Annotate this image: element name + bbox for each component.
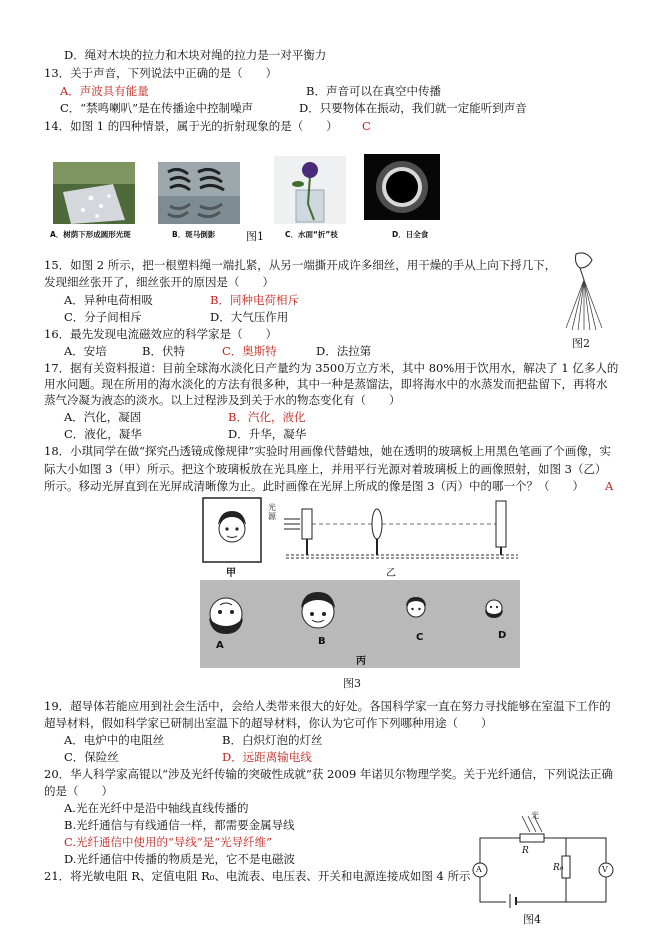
q12-option-d: D．绳对木块的拉力和木块对绳的拉力是一对平衡力 [64,48,327,62]
q17-line-2: 用水问题。现在所用的海水淡化的方法有很多种，其中一种是蒸馏法，即将海水中的水蒸发而把盐留下，再将水 [44,377,608,391]
q15-option-d: D．大气压作用 [210,310,289,324]
q17-option-d: D．升华，凝华 [228,427,307,441]
q20-option-c: C.光纤通信中使用的“导线”是“光导纤维” [64,835,273,849]
q17-option-b: B．汽化，液化 [228,410,306,424]
q18-line-1: 18．小琪同学在做“探究凸透镜成像规律”实验时用画像代替蜡烛，她在透明的玻璃板上用黑色笔画了个画像，实 [44,444,611,458]
q18-line-2: 际大小如图 3（甲）所示。把这个玻璃板放在光具座上，并用平行光源对着玻璃板上的画像照射，如图 3（乙） [44,462,607,476]
figure3-jia-image [202,497,262,563]
figure3-light-source-label: 光源 [268,503,276,521]
q20-option-d: D.光纤通信中传播的物质是光，它不是电磁波 [64,852,295,866]
figure3-jia-label: 甲 [226,568,236,579]
q13-option-d: D．只要物体在振动，我们就一定能听到声音 [299,101,527,115]
figure3-label: 图3 [343,677,361,690]
q16-option-b: B．伏特 [142,344,185,358]
q16-option-d: D．法拉第 [316,344,372,358]
figure3-yi-label: 乙 [386,568,396,579]
q15-option-b: B．同种电荷相斥 [210,293,299,307]
figure1-caption-b: B．斑马倒影 [172,230,216,239]
figure4-r-label: R [522,846,529,856]
figure4-voltmeter-label: V [602,865,608,874]
figure1-caption-d: D．日全食 [392,230,429,239]
q20-line-1: 20．华人科学家高锟以“涉及光纤传输的突破性成就”获 2009 年诺贝尔物理学奖。关于光纤通信，下列说法正确 [44,767,613,781]
q13-option-b: B．声音可以在真空中传播 [306,84,441,98]
q15-line-2: 发现细丝张开了，细丝张开的原因是（ ） [44,275,274,289]
q17-option-a: A．汽化，凝固 [64,410,142,424]
figure3-choice-a: A [216,640,224,651]
q17-line-1: 17．据有关资料报道：目前全球海水淡化日产量约为 3500万立方米，其中 80%用于饮用水，解决了 1 亿多人的 [44,361,619,375]
figure1-label: 图1 [246,230,264,243]
figure3-choice-b: B [318,636,326,647]
figure3-yi-apparatus [266,497,522,565]
q19-option-a: A．电炉中的电阻丝 [64,733,165,747]
q19-line-2: 超导材料，假如科学家已研制出室温下的超导材料，你认为它可作下列哪种用途（ ） [44,716,493,730]
q21-line-1: 21．将光敏电阻 R、定值电阻 R₀、电流表、电压表、开关和电源连接成如图 4 所示 [44,869,471,883]
figure4-ammeter-label: A [476,865,482,874]
q18-answer: A [605,479,614,493]
q20-option-b: B.光纤通信与有线通信一样，都需要金属导线 [64,818,295,832]
q13-option-a: A．声波具有能量 [60,84,149,98]
figure3-choice-d: D [498,630,507,641]
q16-option-c: C．奥斯特 [222,344,277,358]
figure2-label: 图2 [572,337,590,350]
figure1-image-c [274,156,346,224]
q14-stem: 14．如图 1 的四种情景，属于光的折射现象的是（ ） [44,119,338,133]
figure3-bing-faces [206,586,506,644]
figure4-label: 图4 [523,913,541,926]
q19-option-d: D．远距离输电线 [222,750,312,764]
q20-line-2: 的是（ ） [44,784,113,798]
figure1-caption-c: C．水面“折”枝 [285,230,338,239]
figure1-image-b [158,162,240,224]
q15-option-c: C．分子间相斥 [64,310,142,324]
figure2-image [562,250,604,332]
q19-option-c: C．保险丝 [64,750,119,764]
figure1-caption-a: A．树荫下形成圆形光斑 [50,230,131,239]
q16-stem: 16．最先发现电流磁效应的科学家是（ ） [44,327,278,341]
q20-option-a: A.光在光纤中是沿中轴线直线传播的 [64,801,249,815]
q16-option-a: A．安培 [64,344,107,358]
figure1-image-d [364,154,440,220]
figure1-image-a [53,162,135,224]
q13-stem: 13．关于声音，下列说法中正确的是（ ） [44,66,278,80]
figure3-bing-label: 丙 [356,656,366,667]
figure4-light-label: 光 [531,811,539,820]
q19-option-b: B．白炽灯泡的灯丝 [222,733,323,747]
figure4-circuit [470,808,616,912]
q18-line-3: 所示。移动光屏直到在光屏成清晰像为止。此时画像在光屏上所成的像是图 3（丙）中的哪一个？（ ） [44,479,584,493]
q14-answer: C [362,119,371,133]
q15-line-1: 15．如图 2 所示，把一根塑料绳一端扎紧，从另一端撕开成许多细丝，用干燥的手从上向下捋几下， [44,258,557,272]
figure3-choice-c: C [416,632,424,643]
q17-option-c: C．液化，凝华 [64,427,142,441]
q19-line-1: 19．超导体若能应用到社会生活中，会给人类带来很大的好处。各国科学家一直在努力寻找能够在室温下工作的 [44,699,611,713]
q15-option-a: A．异种电荷相吸 [64,293,153,307]
q13-option-c: C．“禁鸣喇叭”是在传播途中控制噪声 [60,101,254,115]
figure4-r0-label: R₀ [553,863,564,873]
q17-line-3: 蒸气冷凝为液态的淡水。以上过程涉及到关于水的物态变化有（ ） [44,393,401,407]
